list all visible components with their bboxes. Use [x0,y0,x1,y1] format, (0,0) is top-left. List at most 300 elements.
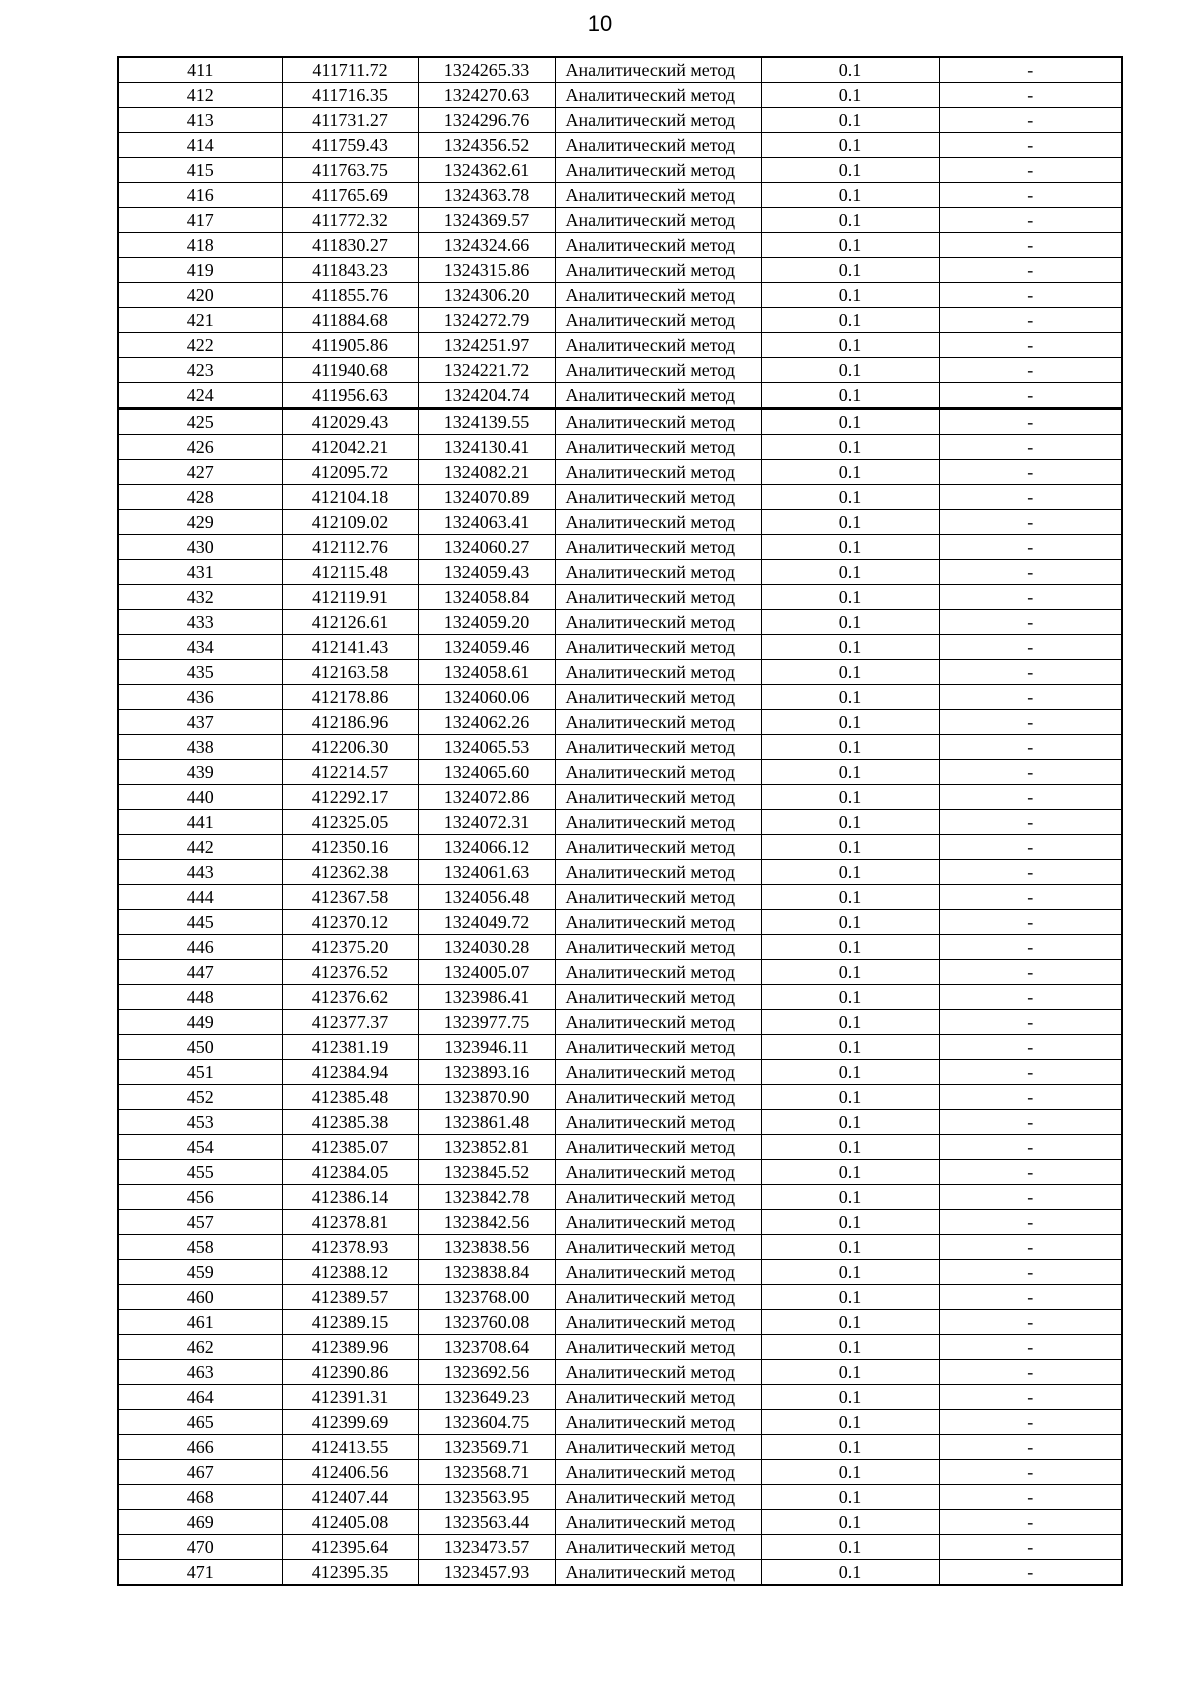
note-cell: - [939,133,1122,158]
y-coordinate-cell: 1324030.28 [418,935,555,960]
x-coordinate-cell: 411940.68 [282,358,418,383]
note-cell: - [939,1060,1122,1085]
accuracy-cell: 0.1 [761,1160,939,1185]
method-cell: Аналитический метод [555,1160,761,1185]
method-cell: Аналитический метод [555,233,761,258]
x-coordinate-cell: 412390.86 [282,1360,418,1385]
y-coordinate-cell: 1324005.07 [418,960,555,985]
x-coordinate-cell: 412384.94 [282,1060,418,1085]
point-number-cell: 452 [118,1085,282,1110]
method-cell: Аналитический метод [555,308,761,333]
x-coordinate-cell: 412370.12 [282,910,418,935]
method-cell: Аналитический метод [555,985,761,1010]
x-coordinate-cell: 412378.93 [282,1235,418,1260]
note-cell: - [939,1235,1122,1260]
point-number-cell: 411 [118,57,282,83]
accuracy-cell: 0.1 [761,785,939,810]
accuracy-cell: 0.1 [761,960,939,985]
point-number-cell: 447 [118,960,282,985]
y-coordinate-cell: 1323893.16 [418,1060,555,1085]
point-number-cell: 442 [118,835,282,860]
y-coordinate-cell: 1324356.52 [418,133,555,158]
point-number-cell: 434 [118,635,282,660]
y-coordinate-cell: 1324130.41 [418,435,555,460]
point-number-cell: 418 [118,233,282,258]
accuracy-cell: 0.1 [761,735,939,760]
x-coordinate-cell: 411843.23 [282,258,418,283]
accuracy-cell: 0.1 [761,1135,939,1160]
note-cell: - [939,1160,1122,1185]
y-coordinate-cell: 1323986.41 [418,985,555,1010]
x-coordinate-cell: 412377.37 [282,1010,418,1035]
y-coordinate-cell: 1323845.52 [418,1160,555,1185]
table-row [118,83,1122,108]
accuracy-cell: 0.1 [761,233,939,258]
note-cell: - [939,960,1122,985]
accuracy-cell: 0.1 [761,585,939,610]
table-row [118,233,1122,258]
accuracy-cell: 0.1 [761,1560,939,1586]
x-coordinate-cell: 412214.57 [282,760,418,785]
y-coordinate-cell: 1324251.97 [418,333,555,358]
note-cell: - [939,1510,1122,1535]
y-coordinate-cell: 1323977.75 [418,1010,555,1035]
accuracy-cell: 0.1 [761,57,939,83]
table-row [118,735,1122,760]
y-coordinate-cell: 1323457.93 [418,1560,555,1586]
y-coordinate-cell: 1324139.55 [418,409,555,435]
x-coordinate-cell: 411956.63 [282,383,418,409]
method-cell: Аналитический метод [555,1185,761,1210]
x-coordinate-cell: 411759.43 [282,133,418,158]
x-coordinate-cell: 412389.57 [282,1285,418,1310]
accuracy-cell: 0.1 [761,1235,939,1260]
point-number-cell: 440 [118,785,282,810]
accuracy-cell: 0.1 [761,1310,939,1335]
accuracy-cell: 0.1 [761,635,939,660]
accuracy-cell: 0.1 [761,1110,939,1135]
table-row [118,57,1122,83]
point-number-cell: 432 [118,585,282,610]
note-cell: - [939,435,1122,460]
point-number-cell: 471 [118,1560,282,1586]
accuracy-cell: 0.1 [761,333,939,358]
note-cell: - [939,1110,1122,1135]
table-row [118,1235,1122,1260]
method-cell: Аналитический метод [555,1260,761,1285]
accuracy-cell: 0.1 [761,660,939,685]
method-cell: Аналитический метод [555,485,761,510]
table-row [118,1185,1122,1210]
x-coordinate-cell: 412406.56 [282,1460,418,1485]
point-number-cell: 463 [118,1360,282,1385]
method-cell: Аналитический метод [555,435,761,460]
y-coordinate-cell: 1323946.11 [418,1035,555,1060]
note-cell: - [939,535,1122,560]
x-coordinate-cell: 412042.21 [282,435,418,460]
point-number-cell: 425 [118,409,282,435]
table-row [118,1260,1122,1285]
table-row [118,710,1122,735]
table-row [118,1135,1122,1160]
point-number-cell: 423 [118,358,282,383]
table-row [118,383,1122,409]
x-coordinate-cell: 412389.15 [282,1310,418,1335]
y-coordinate-cell: 1324272.79 [418,308,555,333]
y-coordinate-cell: 1324270.63 [418,83,555,108]
table-row [118,1085,1122,1110]
coordinates-table-body [118,57,1122,1585]
x-coordinate-cell: 412386.14 [282,1185,418,1210]
accuracy-cell: 0.1 [761,409,939,435]
y-coordinate-cell: 1324056.48 [418,885,555,910]
method-cell: Аналитический метод [555,810,761,835]
point-number-cell: 415 [118,158,282,183]
point-number-cell: 433 [118,610,282,635]
method-cell: Аналитический метод [555,183,761,208]
x-coordinate-cell: 412095.72 [282,460,418,485]
y-coordinate-cell: 1324059.43 [418,560,555,585]
method-cell: Аналитический метод [555,610,761,635]
y-coordinate-cell: 1324363.78 [418,183,555,208]
y-coordinate-cell: 1324070.89 [418,485,555,510]
method-cell: Аналитический метод [555,635,761,660]
x-coordinate-cell: 411905.86 [282,333,418,358]
x-coordinate-cell: 412350.16 [282,835,418,860]
note-cell: - [939,635,1122,660]
table-row [118,885,1122,910]
y-coordinate-cell: 1324062.26 [418,710,555,735]
accuracy-cell: 0.1 [761,1085,939,1110]
x-coordinate-cell: 412389.96 [282,1335,418,1360]
table-row [118,183,1122,208]
table-row [118,133,1122,158]
y-coordinate-cell: 1324066.12 [418,835,555,860]
table-row [118,358,1122,383]
point-number-cell: 430 [118,535,282,560]
accuracy-cell: 0.1 [761,1335,939,1360]
y-coordinate-cell: 1323838.56 [418,1235,555,1260]
x-coordinate-cell: 412391.31 [282,1385,418,1410]
accuracy-cell: 0.1 [761,435,939,460]
note-cell: - [939,1035,1122,1060]
method-cell: Аналитический метод [555,1135,761,1160]
table-row [118,1410,1122,1435]
note-cell: - [939,57,1122,83]
y-coordinate-cell: 1323870.90 [418,1085,555,1110]
method-cell: Аналитический метод [555,1410,761,1435]
point-number-cell: 458 [118,1235,282,1260]
table-row [118,860,1122,885]
method-cell: Аналитический метод [555,835,761,860]
point-number-cell: 414 [118,133,282,158]
y-coordinate-cell: 1323563.95 [418,1485,555,1510]
accuracy-cell: 0.1 [761,1285,939,1310]
note-cell: - [939,283,1122,308]
note-cell: - [939,985,1122,1010]
point-number-cell: 443 [118,860,282,885]
note-cell: - [939,308,1122,333]
table-row [118,1385,1122,1410]
method-cell: Аналитический метод [555,1485,761,1510]
x-coordinate-cell: 412385.48 [282,1085,418,1110]
point-number-cell: 449 [118,1010,282,1035]
point-number-cell: 424 [118,383,282,409]
y-coordinate-cell: 1324265.33 [418,57,555,83]
y-coordinate-cell: 1324324.66 [418,233,555,258]
point-number-cell: 453 [118,1110,282,1135]
accuracy-cell: 0.1 [761,1260,939,1285]
method-cell: Аналитический метод [555,358,761,383]
table-row [118,258,1122,283]
accuracy-cell: 0.1 [761,1410,939,1435]
note-cell: - [939,1335,1122,1360]
method-cell: Аналитический метод [555,1085,761,1110]
x-coordinate-cell: 412413.55 [282,1435,418,1460]
point-number-cell: 431 [118,560,282,585]
table-row [118,485,1122,510]
method-cell: Аналитический метод [555,1360,761,1385]
x-coordinate-cell: 411884.68 [282,308,418,333]
method-cell: Аналитический метод [555,1510,761,1535]
point-number-cell: 462 [118,1335,282,1360]
point-number-cell: 428 [118,485,282,510]
x-coordinate-cell: 412104.18 [282,485,418,510]
y-coordinate-cell: 1323568.71 [418,1460,555,1485]
table-row [118,635,1122,660]
method-cell: Аналитический метод [555,910,761,935]
table-row [118,560,1122,585]
table-row [118,283,1122,308]
accuracy-cell: 0.1 [761,158,939,183]
x-coordinate-cell: 411711.72 [282,57,418,83]
note-cell: - [939,1410,1122,1435]
method-cell: Аналитический метод [555,760,761,785]
accuracy-cell: 0.1 [761,1485,939,1510]
x-coordinate-cell: 412385.38 [282,1110,418,1135]
accuracy-cell: 0.1 [761,1385,939,1410]
method-cell: Аналитический метод [555,1335,761,1360]
x-coordinate-cell: 412186.96 [282,710,418,735]
y-coordinate-cell: 1323708.64 [418,1335,555,1360]
accuracy-cell: 0.1 [761,560,939,585]
table-row [118,1310,1122,1335]
y-coordinate-cell: 1323852.81 [418,1135,555,1160]
x-coordinate-cell: 412378.81 [282,1210,418,1235]
method-cell: Аналитический метод [555,660,761,685]
x-coordinate-cell: 412109.02 [282,510,418,535]
x-coordinate-cell: 412325.05 [282,810,418,835]
point-number-cell: 450 [118,1035,282,1060]
accuracy-cell: 0.1 [761,510,939,535]
point-number-cell: 441 [118,810,282,835]
x-coordinate-cell: 412126.61 [282,610,418,635]
y-coordinate-cell: 1323838.84 [418,1260,555,1285]
accuracy-cell: 0.1 [761,1510,939,1535]
point-number-cell: 457 [118,1210,282,1235]
x-coordinate-cell: 412399.69 [282,1410,418,1435]
x-coordinate-cell: 412206.30 [282,735,418,760]
x-coordinate-cell: 412178.86 [282,685,418,710]
accuracy-cell: 0.1 [761,910,939,935]
table-row [118,409,1122,435]
accuracy-cell: 0.1 [761,710,939,735]
y-coordinate-cell: 1324059.20 [418,610,555,635]
point-number-cell: 422 [118,333,282,358]
x-coordinate-cell: 412395.64 [282,1535,418,1560]
accuracy-cell: 0.1 [761,935,939,960]
point-number-cell: 465 [118,1410,282,1435]
x-coordinate-cell: 411716.35 [282,83,418,108]
method-cell: Аналитический метод [555,283,761,308]
table-row [118,1435,1122,1460]
note-cell: - [939,409,1122,435]
x-coordinate-cell: 411830.27 [282,233,418,258]
table-row [118,960,1122,985]
table-row [118,435,1122,460]
method-cell: Аналитический метод [555,1535,761,1560]
point-number-cell: 439 [118,760,282,785]
note-cell: - [939,1535,1122,1560]
table-row [118,333,1122,358]
x-coordinate-cell: 412405.08 [282,1510,418,1535]
note-cell: - [939,1085,1122,1110]
method-cell: Аналитический метод [555,1460,761,1485]
x-coordinate-cell: 412029.43 [282,409,418,435]
y-coordinate-cell: 1324049.72 [418,910,555,935]
method-cell: Аналитический метод [555,57,761,83]
y-coordinate-cell: 1324059.46 [418,635,555,660]
accuracy-cell: 0.1 [761,1460,939,1485]
accuracy-cell: 0.1 [761,810,939,835]
accuracy-cell: 0.1 [761,535,939,560]
x-coordinate-cell: 412141.43 [282,635,418,660]
y-coordinate-cell: 1324060.27 [418,535,555,560]
method-cell: Аналитический метод [555,133,761,158]
table-row [118,610,1122,635]
point-number-cell: 455 [118,1160,282,1185]
method-cell: Аналитический метод [555,1310,761,1335]
accuracy-cell: 0.1 [761,485,939,510]
note-cell: - [939,885,1122,910]
accuracy-cell: 0.1 [761,83,939,108]
y-coordinate-cell: 1323563.44 [418,1510,555,1535]
accuracy-cell: 0.1 [761,308,939,333]
x-coordinate-cell: 411855.76 [282,283,418,308]
note-cell: - [939,560,1122,585]
y-coordinate-cell: 1324082.21 [418,460,555,485]
accuracy-cell: 0.1 [761,835,939,860]
accuracy-cell: 0.1 [761,383,939,409]
x-coordinate-cell: 411731.27 [282,108,418,133]
y-coordinate-cell: 1323569.71 [418,1435,555,1460]
note-cell: - [939,510,1122,535]
point-number-cell: 420 [118,283,282,308]
y-coordinate-cell: 1324065.53 [418,735,555,760]
note-cell: - [939,108,1122,133]
note-cell: - [939,183,1122,208]
point-number-cell: 470 [118,1535,282,1560]
y-coordinate-cell: 1324204.74 [418,383,555,409]
point-number-cell: 419 [118,258,282,283]
x-coordinate-cell: 412115.48 [282,560,418,585]
accuracy-cell: 0.1 [761,860,939,885]
method-cell: Аналитический метод [555,108,761,133]
method-cell: Аналитический метод [555,1285,761,1310]
table-row [118,685,1122,710]
table-row [118,158,1122,183]
accuracy-cell: 0.1 [761,985,939,1010]
y-coordinate-cell: 1324369.57 [418,208,555,233]
table-row [118,510,1122,535]
note-cell: - [939,1560,1122,1586]
x-coordinate-cell: 412367.58 [282,885,418,910]
accuracy-cell: 0.1 [761,610,939,635]
y-coordinate-cell: 1323861.48 [418,1110,555,1135]
x-coordinate-cell: 412384.05 [282,1160,418,1185]
table-row [118,308,1122,333]
note-cell: - [939,860,1122,885]
accuracy-cell: 0.1 [761,208,939,233]
y-coordinate-cell: 1323768.00 [418,1285,555,1310]
x-coordinate-cell: 412163.58 [282,660,418,685]
point-number-cell: 461 [118,1310,282,1335]
x-coordinate-cell: 412385.07 [282,1135,418,1160]
method-cell: Аналитический метод [555,1385,761,1410]
method-cell: Аналитический метод [555,83,761,108]
table-row [118,1060,1122,1085]
note-cell: - [939,258,1122,283]
table-row [118,208,1122,233]
method-cell: Аналитический метод [555,1035,761,1060]
method-cell: Аналитический метод [555,710,761,735]
point-number-cell: 448 [118,985,282,1010]
y-coordinate-cell: 1323604.75 [418,1410,555,1435]
x-coordinate-cell: 412112.76 [282,535,418,560]
note-cell: - [939,660,1122,685]
y-coordinate-cell: 1324058.61 [418,660,555,685]
table-row [118,935,1122,960]
note-cell: - [939,785,1122,810]
y-coordinate-cell: 1324221.72 [418,358,555,383]
note-cell: - [939,1135,1122,1160]
method-cell: Аналитический метод [555,208,761,233]
x-coordinate-cell: 412381.19 [282,1035,418,1060]
note-cell: - [939,1485,1122,1510]
table-row [118,810,1122,835]
x-coordinate-cell: 412362.38 [282,860,418,885]
x-coordinate-cell: 412375.20 [282,935,418,960]
point-number-cell: 468 [118,1485,282,1510]
point-number-cell: 421 [118,308,282,333]
point-number-cell: 466 [118,1435,282,1460]
note-cell: - [939,810,1122,835]
y-coordinate-cell: 1324362.61 [418,158,555,183]
accuracy-cell: 0.1 [761,1360,939,1385]
method-cell: Аналитический метод [555,860,761,885]
method-cell: Аналитический метод [555,1435,761,1460]
point-number-cell: 469 [118,1510,282,1535]
y-coordinate-cell: 1323649.23 [418,1385,555,1410]
accuracy-cell: 0.1 [761,283,939,308]
method-cell: Аналитический метод [555,1210,761,1235]
point-number-cell: 460 [118,1285,282,1310]
x-coordinate-cell: 412376.52 [282,960,418,985]
method-cell: Аналитический метод [555,333,761,358]
table-row [118,1335,1122,1360]
table-row [118,460,1122,485]
note-cell: - [939,735,1122,760]
